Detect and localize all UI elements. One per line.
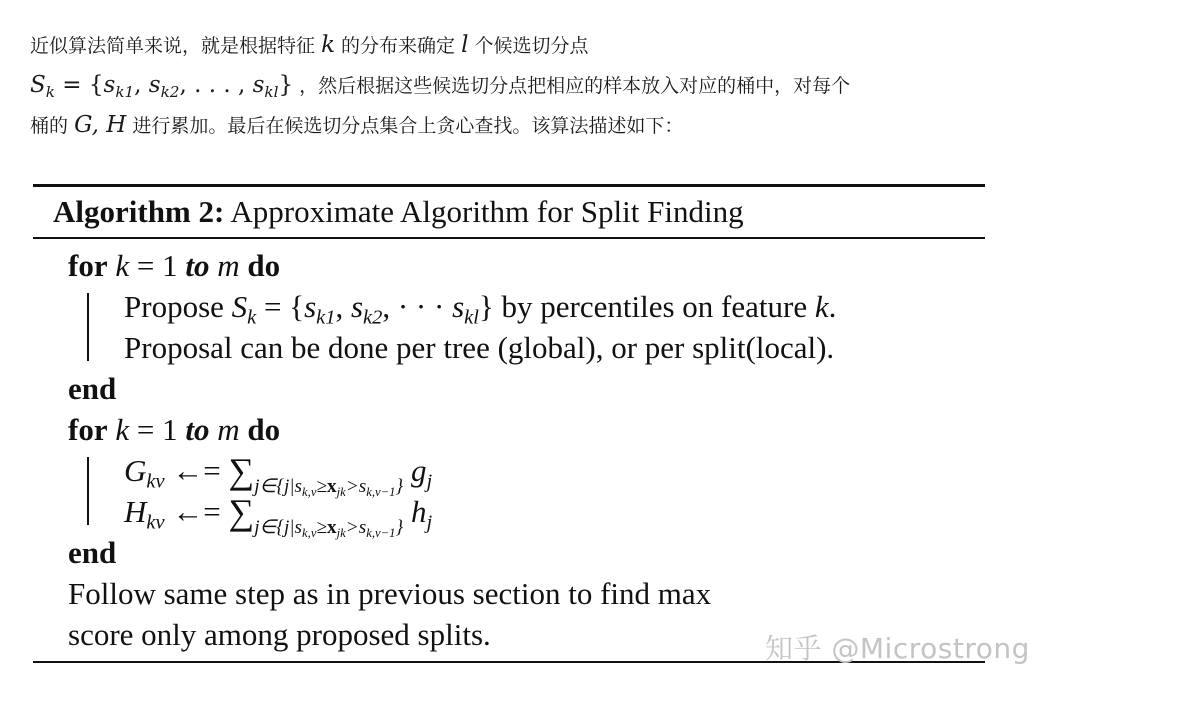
ellipsis: , . . . ,	[179, 72, 253, 98]
comma: ,	[335, 289, 351, 324]
loop-var: k	[115, 412, 130, 447]
cond-part: j∈{j|s	[254, 475, 303, 497]
cond-x: x	[327, 516, 337, 538]
s-set: S	[231, 289, 248, 324]
propose-line	[124, 286, 985, 327]
sum-condition	[254, 517, 403, 538]
cond-sub: jk	[336, 484, 346, 499]
h-term-sub: j	[426, 511, 433, 534]
intro-line-2	[30, 68, 1160, 108]
cond-part: ≥	[316, 516, 328, 538]
loop-m: m	[217, 248, 240, 283]
algorithm-box	[33, 184, 985, 663]
comma: ,	[134, 72, 149, 98]
s-item: s	[304, 289, 317, 324]
var-k: k	[321, 32, 335, 58]
g-term-sub: j	[426, 470, 433, 493]
kw-do: do	[247, 248, 281, 283]
intro-text: 的分布来确定	[341, 35, 456, 57]
sk-symbol: S	[30, 72, 46, 98]
loop-var: k	[115, 248, 130, 283]
algorithm-title	[33, 187, 985, 237]
propose-text: Propose	[124, 289, 232, 324]
watermark: 知乎 @Microstrong	[765, 632, 1030, 665]
sum-symbol: ∑	[228, 492, 255, 532]
for-loop-1	[68, 245, 985, 286]
follow-line-1: Follow same step as in previous section to find max	[68, 576, 712, 611]
cond-part: }	[395, 475, 404, 497]
intro-text: 个候选切分点	[474, 35, 589, 57]
g-sub: kv	[146, 470, 165, 493]
g-lhs: G	[124, 453, 147, 488]
cond-sub: k,v−1	[366, 525, 396, 540]
intro-line-1	[30, 28, 1160, 68]
h-update-line	[124, 491, 985, 540]
intro-paragraph	[30, 28, 1160, 148]
intro-text: 近似算法简单来说，就是根据特征	[30, 35, 316, 57]
var-gh: G, H	[74, 112, 127, 138]
var-l: l	[461, 32, 469, 58]
dots: , · · ·	[382, 289, 453, 324]
s-sub: kl	[464, 306, 479, 329]
h-lhs: H	[124, 494, 147, 529]
arrow: ←=	[164, 494, 229, 529]
feature-k: k	[814, 289, 829, 324]
s-symbol: s	[148, 72, 161, 98]
propose-text: by percentiles on feature	[493, 289, 815, 324]
kw-for: for	[68, 412, 108, 447]
kw-to: to	[185, 412, 210, 447]
proposal-line: Proposal can be done per tree (global), or per split(local).	[124, 330, 835, 365]
s-set-sub: k	[247, 306, 257, 329]
s-subscript: kl	[264, 82, 279, 101]
cond-sub: k,v	[302, 525, 317, 540]
cond-part: >s	[345, 516, 367, 538]
s-sub: k1	[316, 306, 336, 329]
loop-1-body	[68, 286, 985, 368]
for-loop-2	[68, 409, 985, 450]
cond-part: j∈{j|s	[254, 516, 303, 538]
set-open: = {	[54, 72, 104, 98]
g-update-line	[124, 450, 985, 499]
algorithm-body	[33, 239, 985, 661]
h-sub: kv	[146, 511, 165, 534]
loop-2-body	[68, 450, 985, 540]
loop-eq: = 1	[129, 248, 186, 283]
kw-for: for	[68, 248, 108, 283]
close: }	[478, 289, 494, 324]
h-term: h	[410, 494, 427, 529]
arrow: ←=	[164, 453, 229, 488]
intro-text: 进行累加。最后在候选切分点集合上贪心查找。该算法描述如下：	[132, 115, 684, 137]
s-symbol: s	[103, 72, 116, 98]
cond-x: x	[327, 475, 337, 497]
algorithm-title-bold: Algorithm 2:	[53, 194, 225, 229]
s-symbol: s	[252, 72, 265, 98]
cond-sub: k,v−1	[366, 484, 396, 499]
intro-text: 桶的	[30, 115, 69, 137]
period: .	[828, 289, 837, 324]
end-1: end	[68, 371, 117, 406]
algorithm-title-text: Approximate Algorithm for Split Finding	[224, 194, 744, 229]
sk-formula	[30, 72, 294, 101]
end-2: end	[68, 535, 117, 570]
sum-symbol: ∑	[228, 451, 255, 491]
intro-line-3	[30, 108, 1160, 148]
loop-eq: = 1	[129, 412, 186, 447]
set-close: }	[278, 72, 294, 98]
s-item: s	[452, 289, 465, 324]
s-item: s	[350, 289, 364, 324]
kw-to: to	[185, 248, 210, 283]
cond-part: }	[395, 516, 404, 538]
kw-do: do	[247, 412, 281, 447]
g-term: g	[410, 453, 427, 488]
s-subscript: k1	[115, 82, 135, 101]
cond-sub: k,v	[302, 484, 317, 499]
s-subscript: k2	[160, 82, 180, 101]
loop-m: m	[217, 412, 240, 447]
intro-text: ，然后根据这些候选切分点把相应的样本放入对应的桶中，对每个	[299, 75, 851, 97]
cond-sub: jk	[336, 525, 346, 540]
cond-part: ≥	[316, 475, 328, 497]
eq: = {	[256, 289, 305, 324]
follow-line-2: score only among proposed splits.	[68, 617, 491, 652]
cond-part: >s	[345, 475, 367, 497]
s-sub: k2	[363, 306, 383, 329]
sk-subscript: k	[45, 82, 55, 101]
